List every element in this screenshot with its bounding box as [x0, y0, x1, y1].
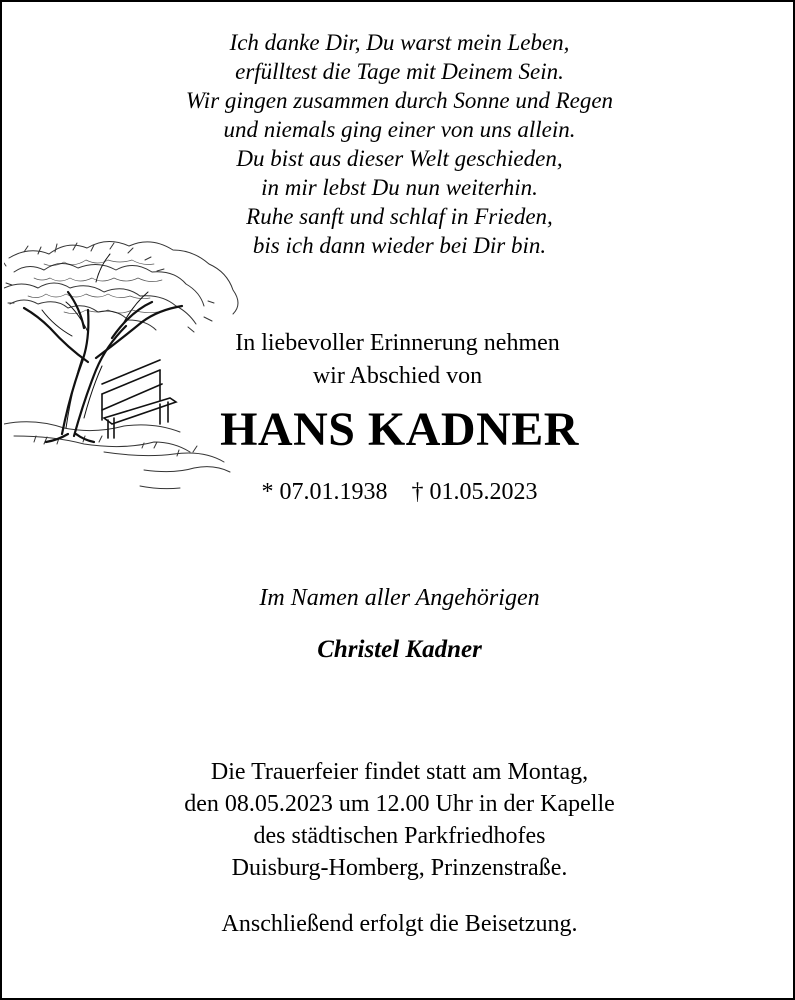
poem [2, 28, 795, 260]
ceremony-line: des städtischen Parkfriedhofes [253, 823, 546, 849]
ceremony-line: den 08.05.2023 um 12.00 Uhr in der Kapelle [184, 791, 615, 817]
family-name: Christel Kadner [317, 636, 482, 663]
ceremony-line: Die Trauerfeier findet statt am Montag, [210, 759, 589, 785]
poem-line: Wir gingen zusammen durch Sonne und Regen [185, 88, 614, 113]
poem-line: Ruhe sanft und schlaf in Frieden, [246, 204, 553, 229]
family-intro: Im Namen aller Angehörigen [259, 585, 540, 611]
intro-line: In liebevoller Erinnerung nehmen [235, 330, 560, 356]
life-dates [2, 476, 795, 508]
death-date: † 01.05.2023 [411, 479, 538, 505]
poem-line: erfülltest die Tage mit Deinem Sein. [235, 59, 564, 84]
poem-line: bis ich dann wieder bei Dir bin. [252, 233, 547, 258]
birth-date: * 07.01.1938 [261, 479, 388, 505]
burial-note: Anschließend erfolgt die Beisetzung. [221, 911, 578, 937]
poem-line: Ich danke Dir, Du warst mein Leben, [229, 30, 570, 55]
ceremony-line: Duisburg-Homberg, Prinzenstraße. [231, 855, 568, 881]
deceased-name: HANS KADNER [220, 403, 579, 456]
intro-line: wir Abschied von [312, 363, 483, 389]
poem-line: Du bist aus dieser Welt geschieden, [236, 146, 563, 171]
poem-line: in mir lebst Du nun weiterhin. [261, 175, 538, 200]
intro-text [2, 327, 795, 393]
ceremony-info [2, 756, 795, 884]
poem-line: und niemals ging einer von uns allein. [223, 117, 576, 142]
